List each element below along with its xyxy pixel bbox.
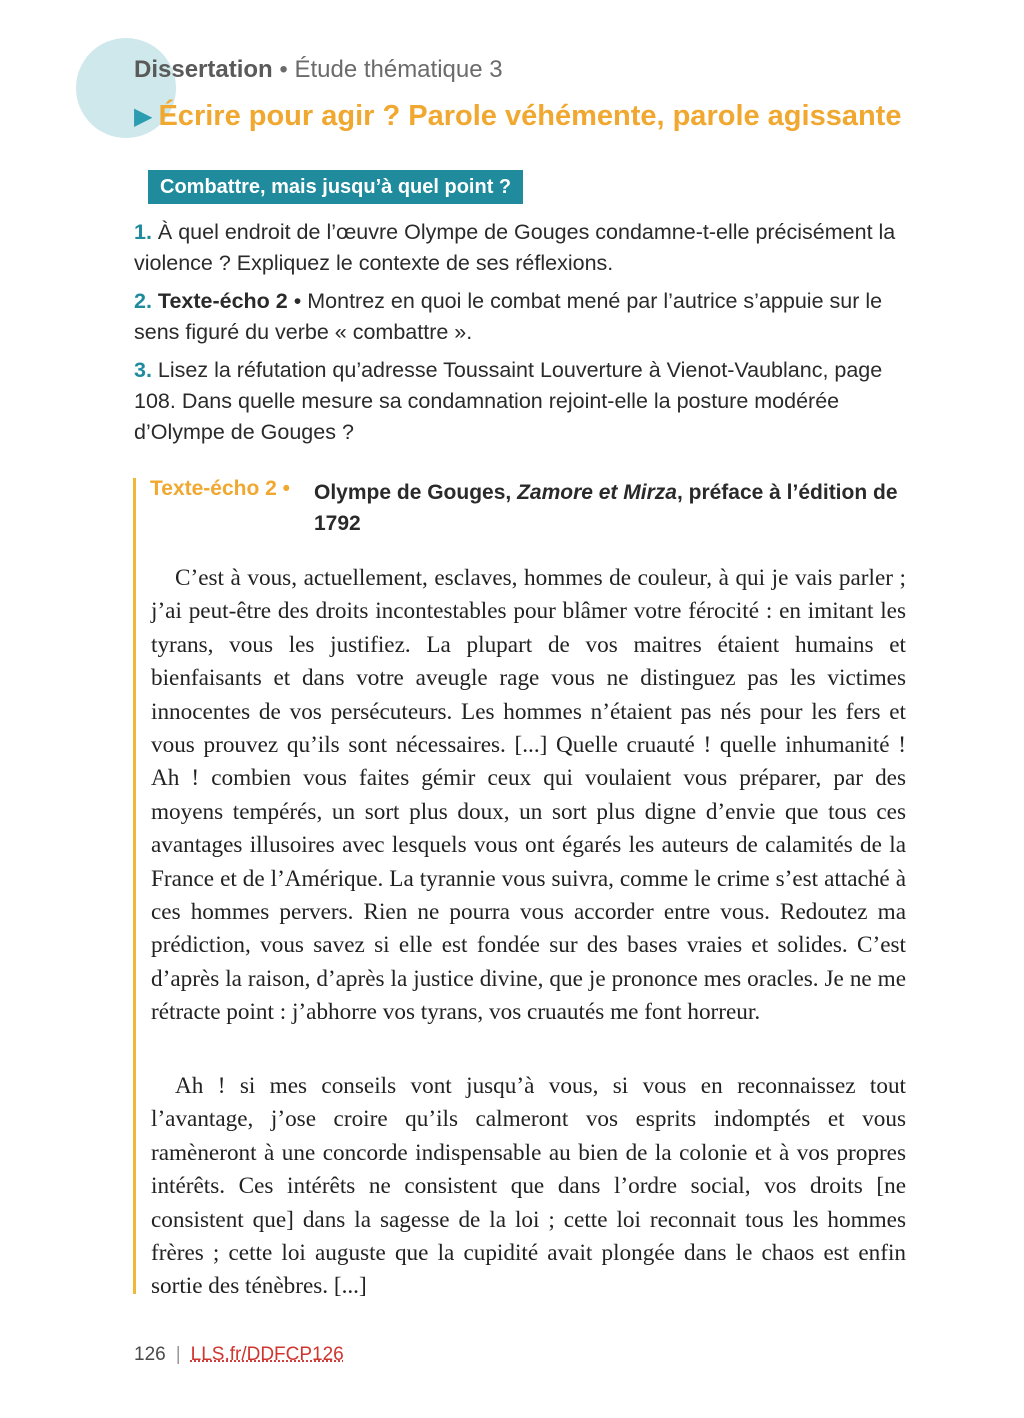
question-ref: Texte-écho 2 <box>151 289 288 313</box>
question-text: Lisez la réfutation qu’adresse Toussaint Louverture à Vienot-Vaublanc, page 108. Dans quelle mesure sa condamnation rejoint-elle la posture modérée d’Olympe de Gouges ? <box>134 358 883 444</box>
page-footer <box>134 1344 344 1366</box>
question-number: 1. <box>134 220 152 244</box>
question-number: 3. <box>134 358 152 382</box>
question-2 <box>134 286 906 348</box>
excerpt-paragraph-1: C’est à vous, actuellement, esclaves, hommes de couleur, à qui je vais parler ; j’ai peut-être des droits incontestables pour blâmer votre férocité : en imitant les tyrans, vous les justifiez. La plupart de vos maitres étaient humains et bienfaisants et dans votre aveugle rage vous ne distinguez pas les victimes innocentes de vos persécuteurs. Les hommes n’étaient pas nés pour les fers et vous prouvez qu’ils sont nécessaires. [...] Quelle cruauté ! quelle inhumanité ! Ah ! combien vous faites gémir ceux qui voulaient vous préparer, par des moyens tempérés, un sort plus doux, un sort plus digne d’envie que tous ces avantages illusoires avec lesquels vous ont égarés les auteurs de calamités de la France et de l’Amérique. La tyrannie vous suivra, comme le crime s’est attaché à ces hommes pervers. Rien ne pourra vous accorder entre vous. Redoutez ma prédiction, vous savez si elle est fondée sur des bases vraies et solides. C’est d’après la raison, d’après la justice divine, que je prononce mes oracles. Je ne me rétracte point : j’abhorre vos tyrans, vos cruautés me font horreur. <box>151 565 906 1026</box>
echo-source-title <box>314 477 906 539</box>
echo-suffix: , préface à l’édition de 1792 <box>314 481 898 535</box>
question-3 <box>134 355 906 448</box>
footer-separator: | <box>175 1344 181 1365</box>
page-title-text: Écrire pour agir ? Parole véhémente, parole agissante <box>158 100 902 132</box>
question-1 <box>134 217 906 279</box>
kicker-rest: • Étude thématique 3 <box>272 56 503 83</box>
question-number: 2. <box>134 289 152 313</box>
page-title <box>134 100 901 133</box>
page-number: 126 <box>134 1344 166 1365</box>
play-triangle-icon: ▶ <box>134 103 153 130</box>
kicker-strong: Dissertation <box>134 56 273 83</box>
echo-work: Zamore et Mirza <box>517 481 677 504</box>
question-text: • Montrez en quoi le combat mené par l’autrice s’appuie sur le sens figuré du verbe « combattre ». <box>134 289 883 344</box>
footer-link[interactable]: LLS.fr/DDFCP126 <box>190 1344 344 1365</box>
excerpt-paragraph-2: Ah ! si mes conseils vont jusqu’à vous, si vous en reconnaissez tout l’avantage, j’ose croire qu’ils calmeront vos esprits indomptés et vous ramèneront à une concorde indispensable au bien de la colonie et à vos propres intérêts. Ces intérêts ne consistent que dans l’ordre social, vos droits [ne consistent que] dans la sagesse de la loi ; cette loi reconnait tous les hommes frères ; cette loi auguste que la cupidité avait plongée dans le chaos est enfin sortie des ténèbres. [...] <box>151 1073 906 1300</box>
echo-author: Olympe de Gouges, <box>314 481 518 504</box>
echo-side-bar <box>133 478 136 1294</box>
chapter-kicker <box>134 56 503 84</box>
question-text: À quel endroit de l’œuvre Olympe de Gouges condamne-t-elle précisément la violence ? Expliquez le contexte de ses réflexions. <box>134 220 896 275</box>
echo-tag: Texte-écho 2 • <box>150 477 291 500</box>
section-label: Combattre, mais jusqu’à quel point ? <box>148 170 523 204</box>
